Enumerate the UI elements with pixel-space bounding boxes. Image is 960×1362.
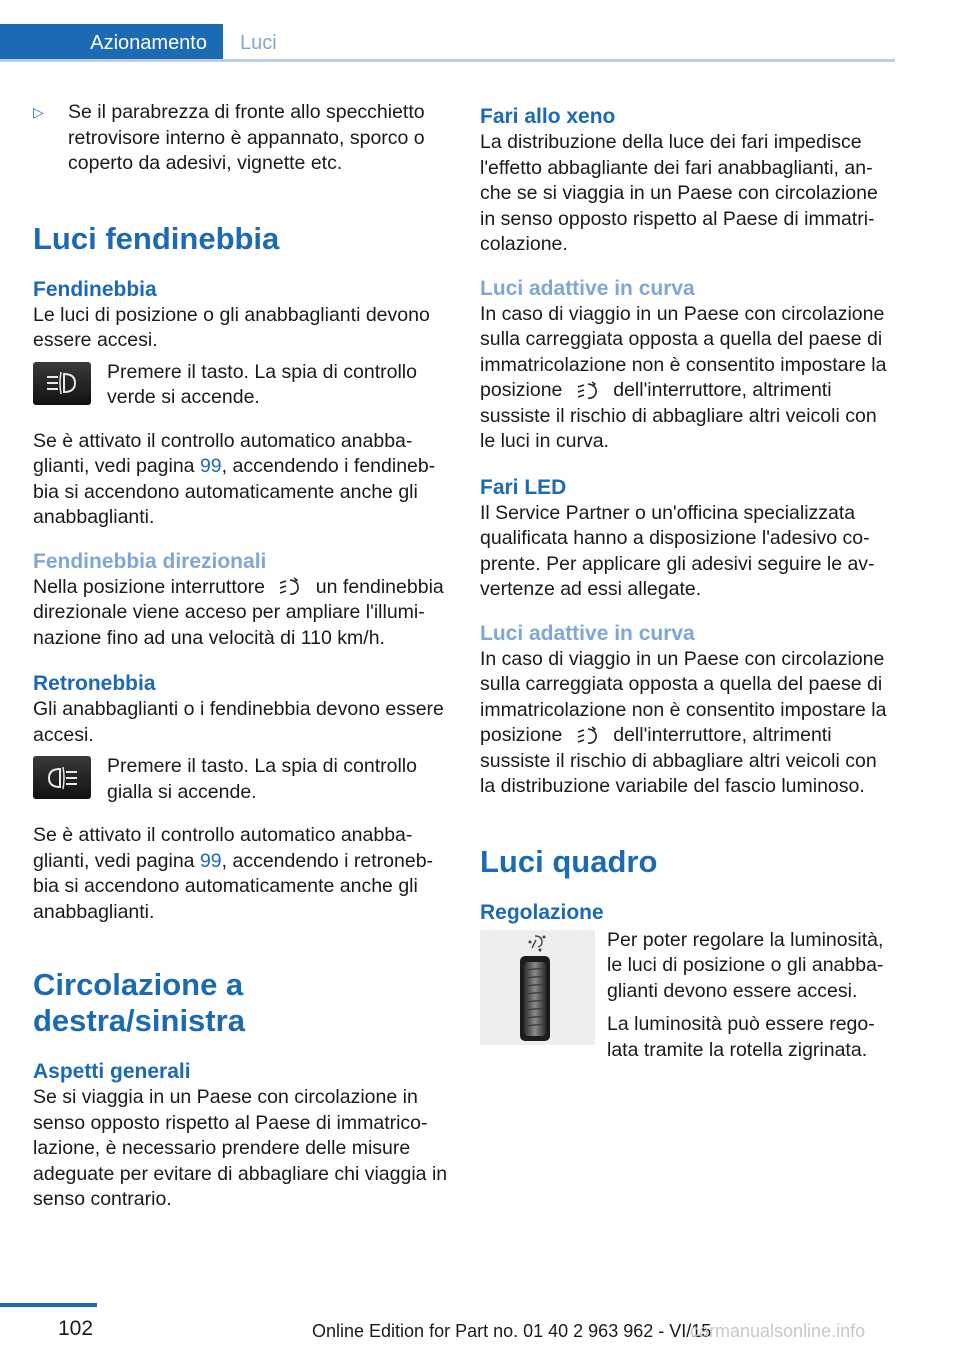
subtitle-general: Aspetti generali [33, 1060, 191, 1083]
subtitle-front-fog: Fendinebbia [33, 277, 157, 301]
footer-bar [0, 1303, 97, 1307]
list-item: ▷ Se il parabrezza di fronte allo specchietto retrovisore interno è appannato, sporco o coperto da adesivi, vignette etc. [33, 101, 425, 174]
section-title-traffic: Circolazione a destra/sinistra [33, 967, 245, 1038]
subtitle-directional-fog: Fendinebbia direzionali [33, 549, 267, 573]
subtitle-rear-fog: Retronebbia [33, 672, 156, 695]
section-title-instrument: Luci quadro [480, 843, 658, 879]
paragraph-front-fog: Le luci di posizione o gli anabbaglianti devono essere accesi. [33, 303, 430, 351]
adaptive-light-icon [568, 381, 608, 401]
rear-fog-instruction: Premere il tasto. La spia di controllo gialla si accende. [33, 756, 449, 805]
subtitle-adjust: Regolazione [480, 900, 604, 924]
rear-fog-button-icon [33, 756, 91, 799]
right-column [480, 100, 890, 1063]
paragraph-adjust-2: La luminosità può essere rego- lata tramite la rotella zigrinata. [607, 1013, 875, 1061]
triangle-bullet-icon: ▷ [33, 104, 44, 120]
paragraph-rear-fog: Gli anabbaglianti o i fendinebbia devono essere accesi. [33, 698, 444, 746]
paragraph-adaptive-1: In caso di viaggio in un Paese con circolazione sulla carreggiata opposta a quella del paese di immatricolazione non è consentito impostare la posizione dell'interruttore, altrimenti sussiste il rischio di abbagliare altri veicoli con le luci in curva. [480, 302, 887, 452]
paragraph-xenon: La distribuzione della luce dei fari impedisce l'effetto abbagliante dei fari anabbaglianti, an- che se si viaggia in un Paese con circolazione in senso opposto rispetto al Paese di immatri- colazione. [480, 131, 878, 255]
chapter-header [0, 24, 895, 62]
paragraph-auto-1: Se è attivato il controllo automatico anabba- glianti, vedi pagina 99, accendendo i fendineb- bia si accendono automaticamente anche gli anabbaglianti. [33, 429, 436, 528]
paragraph-adaptive-2: In caso di viaggio in un Paese con circolazione sulla carreggiata opposta a quella del paese di immatricolazione non è consentito impostare la posizione dell'interruttore, altrimenti sussiste il rischio di abbagliare altri veicoli con la distribuzione variabile del fascio luminoso. [480, 647, 887, 797]
subtitle-led: Fari LED [480, 475, 567, 499]
tab-azionamento[interactable]: Azionamento [0, 24, 223, 62]
thumbwheel-image [480, 930, 595, 1045]
front-fog-button-icon [33, 362, 91, 405]
adaptive-light-icon [568, 726, 608, 746]
page-link-99[interactable]: 99 [199, 849, 222, 872]
front-fog-instruction: Premere il tasto. La spia di controllo verde si accende. [33, 362, 449, 411]
section-title-fog: Luci fendinebbia [33, 220, 280, 256]
header-divider [0, 59, 895, 62]
paragraph-led: Il Service Partner o un'officina specializzata qualificata hanno a disposizione l'adesivo co- prente. Per applicare gli adesivi seguire le av- vertenze ad essi allegate. [480, 501, 875, 600]
edition-text: Online Edition for Part no. 01 40 2 963 962 - VI/15 [312, 1321, 712, 1341]
paragraph-auto-2: Se è attivato il controllo automatico anabba- glianti, vedi pagina 99, accendendo i retroneb- bia si accendono automaticamente anche gli anabbaglianti. [33, 824, 434, 923]
subtitle-adaptive-1: Luci adattive in curva [480, 276, 695, 300]
adaptive-light-icon [270, 577, 310, 597]
subtitle-adaptive-2: Luci adattive in curva [480, 621, 695, 645]
paragraph-directional: Nella posizione interruttore un fendinebbia direzionale viene acceso per ampliare l'illumi- nazione fino ad una velocità di 110 km/h. [33, 575, 444, 649]
paragraph-general: Se si viaggia in un Paese con circolazione in senso opposto rispetto al Paese di immatrico- lazione, è necessario prendere delle misure adeguate per evitare di abbagliare chi viaggia in senso contrario. [33, 1086, 448, 1210]
page-number: 102 [58, 1317, 94, 1340]
left-column [33, 100, 449, 1213]
adjust-instruction [480, 930, 890, 1064]
page-link-99[interactable]: 99 [199, 455, 222, 477]
tab-luci[interactable]: Luci [240, 32, 277, 54]
paragraph-adjust-1: Per poter regolare la luminosità, le luci di posizione o gli anabba- glianti devono essere accesi. [607, 928, 884, 1002]
watermark: carmanualsonline.info [690, 1321, 866, 1341]
subtitle-xenon: Fari allo xeno [480, 105, 616, 128]
